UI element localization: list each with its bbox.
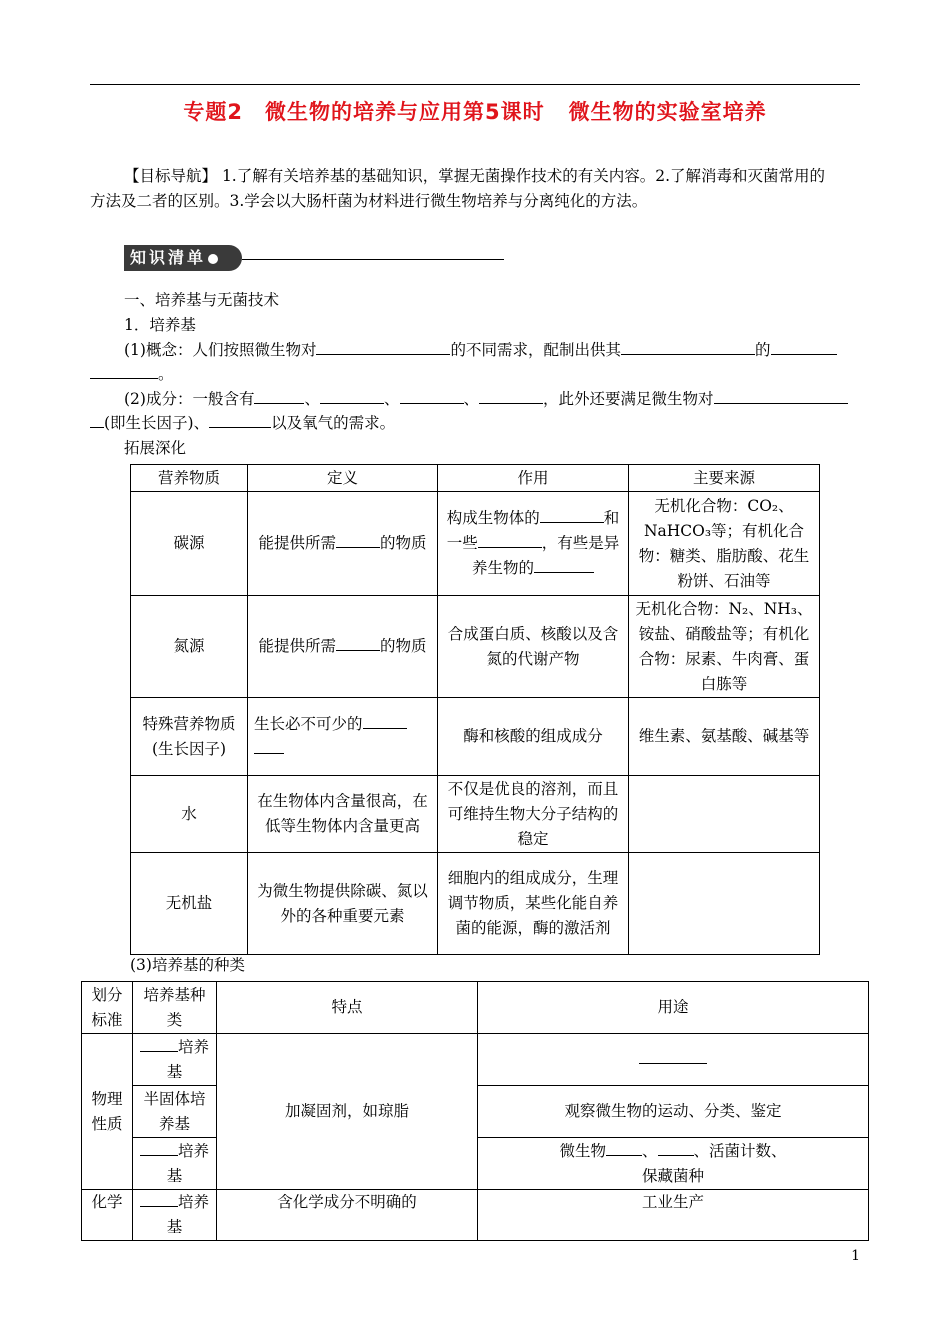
concept-text-c: 的: [754, 341, 771, 359]
table-header: 用途: [478, 982, 869, 1034]
row1-type-text: 培养基: [166, 1037, 209, 1081]
title-part2: 微生物的实验室培养: [568, 100, 767, 124]
row3-use-sep: 、: [641, 1141, 658, 1160]
table-header: 培养基种类: [133, 982, 217, 1034]
nitrogen-def: [248, 596, 438, 698]
blank: [540, 506, 604, 523]
blank: [479, 387, 543, 404]
concept-line2: [90, 362, 174, 385]
table-row: [131, 596, 820, 698]
concept-text-b: 的不同需求，配制出供其: [450, 341, 621, 359]
blank: [316, 338, 450, 355]
special-def: [248, 698, 438, 776]
table-row: [131, 853, 820, 955]
table-header: 作用: [438, 465, 629, 492]
blank: [320, 387, 384, 404]
section3-heading: (3)培养基的种类: [130, 956, 245, 974]
water-def: 在生物体内含量很高，在低等生物体内含量更高: [248, 776, 438, 853]
comp-text-c: (即生长因子)、: [104, 414, 210, 432]
table-header-row: [131, 465, 820, 492]
water-source: [629, 776, 820, 853]
blank: [254, 387, 304, 404]
carbon-role-c: ，有些是异养生物的: [471, 534, 620, 577]
group-chemical: 化学: [82, 1190, 133, 1241]
blank: [140, 1139, 178, 1156]
row2-use: 观察微生物的运动、分类、鉴定: [478, 1086, 869, 1138]
page-number: 1: [851, 1248, 860, 1264]
special-role: 酶和核酸的组成成分: [438, 698, 629, 776]
table-header: 主要来源: [629, 465, 820, 492]
intro-text1: 1.了解有关培养基的基础知识，掌握无菌操作技术的有关内容。2.了解消毒和灭菌常用的: [217, 167, 826, 185]
extend-label: 拓展深化: [124, 439, 187, 457]
comp-sep: 、: [304, 390, 320, 408]
section-badge-label: 知识清单: [130, 248, 207, 267]
blank: [534, 556, 594, 573]
blank: [363, 712, 407, 729]
badge-rule: [242, 259, 504, 260]
intro-tag: 【目标导航】: [124, 167, 218, 185]
row3-type-text: 培养基: [166, 1141, 209, 1185]
table-header: 营养物质: [131, 465, 248, 492]
concept-line: [124, 338, 837, 361]
section1-sub1: 1．培养基: [124, 316, 196, 334]
nitrogen-role: 合成蛋白质、核酸以及含氮的代谢产物: [438, 596, 629, 698]
blank: [254, 737, 284, 754]
table-row: [131, 776, 820, 853]
salt-def: 为微生物提供除碳、氮以外的各种重要元素: [248, 853, 438, 955]
intro-line1: [124, 165, 825, 187]
special-source: 维生素、氨基酸、碱基等: [629, 698, 820, 776]
blank: [140, 1190, 178, 1207]
row4-type-text: 培养基: [166, 1193, 209, 1236]
blank: [400, 387, 464, 404]
blank: [639, 1047, 707, 1064]
blank: [606, 1139, 642, 1156]
table-header: 特点: [217, 982, 478, 1034]
intro-line2: 方法及二者的区别。3.学会以大肠杆菌为材料进行微生物培养与分离纯化的方法。: [90, 192, 648, 210]
blank: [336, 634, 380, 651]
concept-end: 。: [158, 365, 174, 383]
composition-line: [124, 387, 848, 410]
medium-type-table: [81, 981, 869, 1241]
blank: [771, 338, 837, 355]
comp-text-d: 以及氧气的需求。: [271, 414, 396, 432]
row4-feature: 含化学成分不明确的: [217, 1190, 478, 1241]
blank: [140, 1035, 178, 1052]
salt-source: [629, 853, 820, 955]
carbon-role-b: 和一些: [446, 509, 620, 552]
comp-text-b: ，此外还要满足微生物对: [543, 390, 714, 408]
carbon-role-a: 构成生物体的: [446, 509, 540, 527]
carbon-role: [438, 492, 629, 596]
comp-sep: 、: [463, 390, 480, 408]
row1-type: [133, 1034, 217, 1086]
water-name: 水: [131, 776, 248, 853]
comp-sep: 、: [383, 390, 400, 408]
row3-use: [478, 1138, 869, 1190]
blank: [621, 338, 755, 355]
carbon-name: 碳源: [131, 492, 248, 596]
blank: [478, 531, 542, 548]
salt-role: 细胞内的组成成分，生理调节物质，某些化能自养菌的能源，酶的激活剂: [438, 853, 629, 955]
bullet-dot-icon: [208, 254, 218, 264]
page-title: [0, 96, 950, 126]
nutrient-table: [130, 464, 820, 955]
row1-use: [478, 1034, 869, 1086]
row4-type: [133, 1190, 217, 1241]
blank: [209, 411, 271, 428]
carbon-def-a: 能提供所需: [258, 534, 336, 552]
blank: [90, 411, 104, 428]
row4-use: 工业生产: [478, 1190, 869, 1241]
carbon-def: [248, 492, 438, 596]
section-badge: [124, 245, 242, 271]
nitrogen-def-b: 的物质: [380, 637, 427, 655]
row3-type: [133, 1138, 217, 1190]
water-role: 不仅是优良的溶剂，而且可维持生物大分子结构的稳定: [438, 776, 629, 853]
row3-use-c: 保藏菌种: [641, 1166, 704, 1185]
header-rule: [90, 84, 860, 85]
concept-text-a: (1)概念：人们按照微生物对: [124, 341, 317, 359]
carbon-source: 无机化合物：CO₂、NaHCO₃等；有机化合物：糖类、脂肪酸、花生粉饼、石油等: [629, 492, 820, 596]
table-row: [131, 492, 820, 596]
nitrogen-name: 氮源: [131, 596, 248, 698]
special-def-text: 生长必不可少的: [254, 714, 363, 733]
salt-name: 无机盐: [131, 853, 248, 955]
nitrogen-source: 无机化合物：N₂、NH₃、铵盐、硝酸盐等；有机化合物：尿素、牛肉膏、蛋白胨等: [629, 596, 820, 698]
special-name: 特殊营养物质(生长因子): [131, 698, 248, 776]
carbon-def-b: 的物质: [380, 534, 427, 552]
row3-use-a: 微生物: [559, 1141, 606, 1160]
table-header: 划分标准: [82, 982, 133, 1034]
section1-heading: 一、培养基与无菌技术: [124, 291, 280, 309]
blank: [90, 362, 158, 379]
nitrogen-def-a: 能提供所需: [258, 637, 336, 655]
group-physical: 物理性质: [82, 1034, 133, 1190]
comp-text-a: (2)成分：一般含有: [124, 390, 255, 408]
title-part1: 专题2 微生物的培养与应用第5课时: [183, 100, 545, 124]
table-header-row: [82, 982, 869, 1034]
table-row: [82, 1034, 869, 1086]
row2-type: 半固体培养基: [133, 1086, 217, 1138]
table-row: [131, 698, 820, 776]
blank: [714, 387, 848, 404]
table-header: 定义: [248, 465, 438, 492]
row3-use-b: 、活菌计数、: [693, 1141, 787, 1160]
blank: [658, 1139, 694, 1156]
row2-feature: 加凝固剂，如琼脂: [217, 1034, 478, 1190]
table-row: [82, 1190, 869, 1241]
blank: [336, 531, 380, 548]
composition-line2: [90, 411, 395, 434]
